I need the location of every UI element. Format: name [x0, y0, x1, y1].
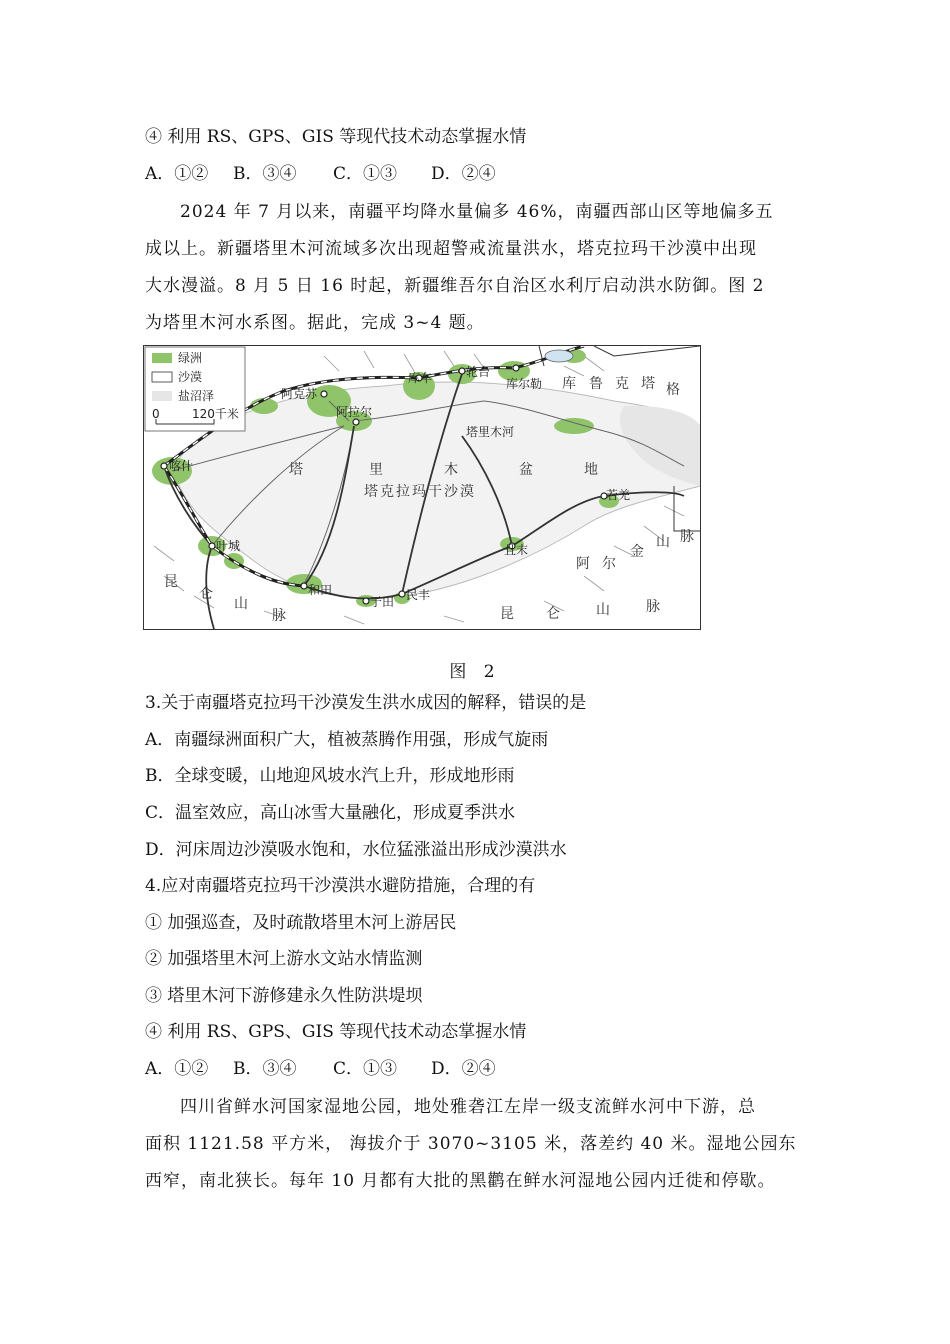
label-basin-1: 塔: [289, 462, 305, 478]
label-altun-1: 阿: [576, 556, 592, 572]
legend-oasis-label: 绿洲: [178, 351, 203, 365]
option-b[interactable]: B．③④: [233, 164, 297, 184]
q4-stem: 4.应对南疆塔克拉玛干沙漠洪水避防措施，合理的有: [145, 876, 536, 896]
marker-aksu: [321, 391, 327, 397]
q3-stem: 3.关于南疆塔克拉玛干沙漠发生洪水成因的解释，错误的是: [145, 693, 587, 713]
q4-item-3: ③ 塔里木河下游修建永久性防洪堤坝: [145, 986, 423, 1006]
label-taklamakan: 塔克拉玛干沙漠: [364, 484, 476, 500]
wetland-paragraph: [145, 1089, 805, 1200]
prev-question-options: [145, 162, 496, 186]
q4-item-4: ④ 利用 RS、GPS、GIS 等现代技术动态掌握水情: [145, 1022, 527, 1042]
wetland-line-3: 西窄，南北狭长。每年 10 月都有大批的黑鹳在鲜水河湿地公园内迁徙和停歇。: [145, 1171, 776, 1191]
label-kuruktag-4: 塔: [641, 376, 657, 392]
marker-alar: [353, 419, 359, 425]
q3-option-d[interactable]: D．河床周边沙漠吸水饱和，水位猛涨溢出形成沙漠洪水: [145, 840, 567, 860]
label-yecheng: 叶城: [216, 539, 241, 553]
label-ruoqiang: 若羌: [606, 488, 631, 502]
label-luntai: 轮台: [466, 365, 491, 379]
label-altun-5: 脉: [680, 529, 696, 545]
marker-yutian: [363, 598, 369, 604]
intro-line-2: 成以上。新疆塔里木河流域多次出现超警戒流量洪水，塔克拉玛干沙漠中出现: [145, 239, 757, 259]
q4-option-c[interactable]: C．①③: [333, 1059, 398, 1079]
label-kunlun-w-1: 昆: [164, 574, 180, 590]
label-korla: 库尔勒: [506, 377, 543, 391]
map-legend: [145, 347, 245, 431]
legend-oasis-swatch: [152, 353, 172, 363]
label-alar: 阿拉尔: [336, 405, 373, 419]
intro-line-1: 2024 年 7 月以来，南疆平均降水量偏多 46%，南疆西部山区等地偏多五: [180, 202, 774, 222]
q3-option-c[interactable]: C．温室效应，高山冰雪大量融化，形成夏季洪水: [145, 803, 516, 823]
option-d[interactable]: D．②④: [431, 164, 496, 184]
q3-option-b[interactable]: B．全球变暖，山地迎风坡水汽上升，形成地形雨: [145, 766, 515, 786]
marker-minfeng: [399, 591, 405, 597]
label-kuruktag-1: 库: [562, 376, 578, 392]
label-altun-4: 山: [656, 534, 672, 550]
lake-bosten: [545, 350, 573, 362]
q3-option-a[interactable]: A．南疆绿洲面积广大，植被蒸腾作用强，形成气旋雨: [145, 730, 549, 750]
q4-option-a[interactable]: A．①②: [145, 1059, 209, 1079]
label-kuruktag-3: 克: [615, 376, 631, 392]
label-tarim-river: 塔里木河: [466, 425, 515, 439]
marker-luntai: [459, 368, 465, 374]
marker-kashgar: [161, 463, 167, 469]
legend-salt-swatch: [152, 391, 172, 401]
prev-question-item-4: ④ 利用 RS、GPS、GIS 等现代技术动态掌握水情: [145, 127, 527, 147]
label-kashgar: 喀什: [169, 459, 194, 473]
intro-paragraph: [145, 194, 805, 342]
legend-salt-label: 盐沼泽: [178, 389, 215, 403]
marker-korla: [513, 365, 519, 371]
label-basin-5: 地: [584, 462, 600, 478]
label-basin-4: 盆: [519, 462, 535, 478]
scale-zero: 0: [152, 407, 160, 421]
q4-option-b[interactable]: B．③④: [233, 1059, 297, 1079]
label-aksu: 阿克苏: [281, 387, 318, 401]
label-altun-3: 金: [630, 544, 646, 560]
label-kuruktag-2: 鲁: [589, 376, 605, 392]
label-kuqa: 库车: [408, 371, 433, 385]
label-basin-2: 里: [369, 462, 385, 478]
intro-line-3: 大水漫溢。8 月 5 日 16 时起，新疆维吾尔自治区水利厅启动洪水防御。图 2: [145, 276, 765, 296]
legend-desert-label: 沙漠: [178, 370, 203, 384]
label-kunlun-e-1: 昆: [500, 606, 516, 622]
label-kunlun-w-4: 脉: [272, 608, 288, 624]
label-basin-3: 木: [444, 462, 460, 478]
label-kunlun-w-3: 山: [234, 596, 250, 612]
option-a[interactable]: A．①②: [145, 164, 209, 184]
wetland-line-2: 面积 1121.58 平方米， 海拔介于 3070~3105 米，落差约 40 米。湿地公园东: [145, 1134, 797, 1154]
wetland-line-1: 四川省鲜水河国家湿地公园，地处雅砻江左岸一级支流鲜水河中下游，总: [180, 1097, 756, 1117]
label-altun-2: 尔: [602, 556, 618, 572]
label-kunlun-w-2: 仑: [199, 586, 215, 602]
intro-line-4: 为塔里木河水系图。据此，完成 3~4 题。: [145, 313, 485, 333]
q4-item-2: ② 加强塔里木河上游水文站水情监测: [145, 949, 423, 969]
q4-item-1: ① 加强巡查，及时疏散塔里木河上游居民: [145, 913, 457, 933]
label-qiemo: 且末: [504, 543, 529, 557]
label-minfeng: 民丰: [406, 588, 431, 602]
tarim-river-system-map: [143, 345, 701, 630]
scale-length: 120千米: [192, 407, 239, 421]
legend-desert-swatch: [152, 372, 172, 382]
oasis-tarim-east: [554, 418, 594, 434]
q4-option-d[interactable]: D．②④: [431, 1059, 496, 1079]
label-hotan: 和田: [308, 583, 333, 597]
q4-options: [145, 1057, 496, 1081]
label-kuruktag-5: 格: [666, 382, 682, 398]
label-kunlun-e-2: 仑: [546, 606, 562, 622]
option-c[interactable]: C．①③: [333, 164, 398, 184]
label-kunlun-e-3: 山: [596, 602, 612, 618]
marker-hotan: [301, 583, 307, 589]
marker-yecheng: [209, 543, 215, 549]
figure-caption: 图 2: [449, 662, 501, 682]
label-yutian: 于田: [370, 595, 395, 609]
label-kunlun-e-4: 脉: [646, 599, 662, 615]
